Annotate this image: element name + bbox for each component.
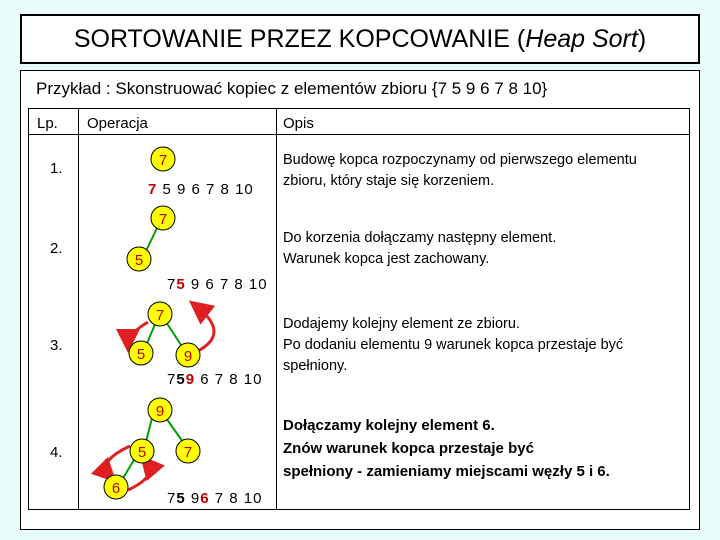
example-subtitle: Przykład : Skonstruować kopiec z elementów zbioru {7 5 9 6 7 8 10} [36,79,548,98]
row-2-sequence: 75 9 6 7 8 10 [167,276,268,293]
header-lp: Lp. [37,115,58,132]
row-number-1: 1. [50,160,63,177]
row-3-arrow-right [196,306,214,352]
row-4-node-child [104,475,128,499]
row-2-node-left [127,247,151,271]
svg-text:5: 5 [136,346,146,363]
row-4-edge-right [166,418,183,442]
svg-text:5: 5 [134,252,144,269]
row-4-description: Dołączamy kolejny element 6. Znów warunek kopca przestaje być spełniony - zamieniamy miejscami węzły 5 i 6. [283,417,610,480]
row-4-edge-left [146,418,152,442]
header-operacja: Operacja [87,115,148,132]
row-3-edge-right [166,322,183,348]
row-1-sequence: 7 5 9 6 7 8 10 [148,181,254,198]
row-number-3: 3. [50,337,63,354]
row-2-description: Do korzenia dołączamy następny element. Warunek kopca jest zachowany. [283,230,557,267]
row-4-sequence: 75 96 7 8 10 [167,490,263,507]
row-3-sequence: 759 6 7 8 10 [167,371,263,388]
svg-text:7: 7 [158,152,168,169]
row-4-node-right [176,439,200,463]
svg-text:9: 9 [183,348,193,365]
svg-text:7: 7 [155,307,165,324]
row-3-description: Dodajemy kolejny element ze zbioru. Po dodaniu elementu 9 warunek kopca przestaje być spełniony. [283,316,624,374]
row-3-node-right [176,343,200,367]
row-3-arrow-left [128,322,148,344]
row-3-node-root [148,302,172,326]
row-1-node-root [151,147,175,171]
row-4-node-left [130,439,154,463]
svg-text:7: 7 [183,444,193,461]
svg-text:7: 7 [158,211,168,228]
svg-text:9: 9 [155,403,165,420]
row-3-node-left [129,341,153,365]
slide-title: SORTOWANIE PRZEZ KOPCOWANIE (Heap Sort) [73,24,647,53]
row-4-edge-child [122,458,135,480]
row-2-edge [145,226,158,253]
svg-text:5: 5 [137,444,147,461]
svg-text:6: 6 [111,480,121,497]
row-1-description: Budowę kopca rozpoczynamy od pierwszego elementu zbioru, który staje się korzeniem. [283,152,637,189]
row-2-node-root [151,206,175,230]
row-number-4: 4. [50,444,63,461]
row-4-node-root [148,398,172,422]
header-opis: Opis [283,115,314,132]
row-number-2: 2. [50,240,63,257]
